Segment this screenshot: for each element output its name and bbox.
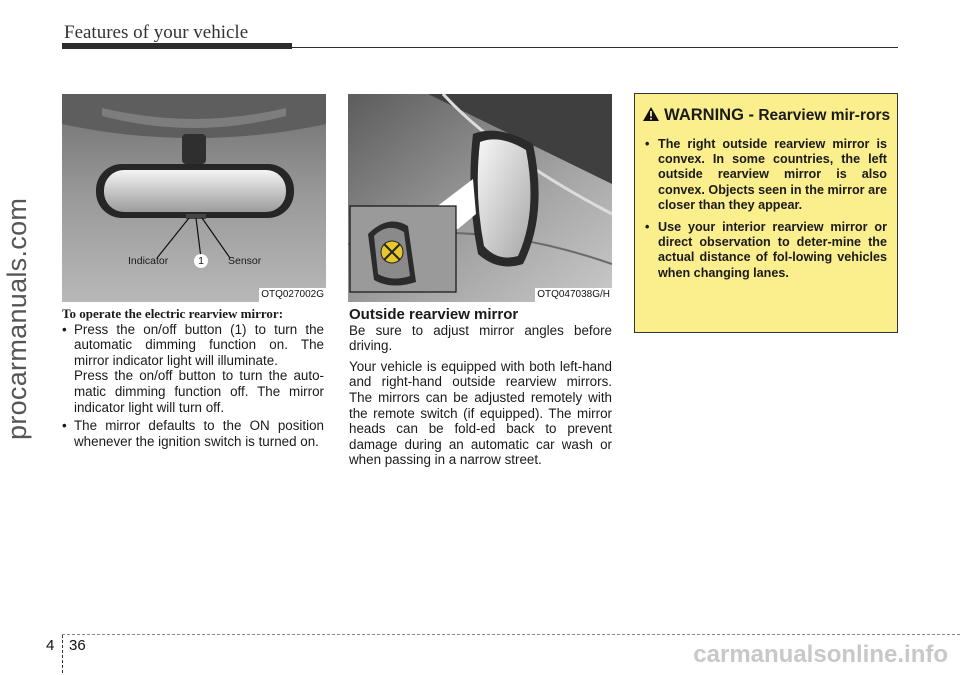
outside-mirror-illustration — [348, 94, 612, 302]
warning-icon — [642, 106, 660, 122]
figure-code: OTQ027002G — [261, 289, 324, 300]
header-title: Features of your vehicle — [64, 22, 249, 43]
footer-rule — [62, 634, 960, 635]
warning-item: • Use your interior rearview mirror or direct observation to deter-mine the actual distance of fol-lowing vehicles when changing lanes. — [645, 220, 887, 282]
figure-code: OTQ047038G/H — [537, 289, 610, 300]
warning-item: • The right outside rearview mirror is convex. In some countries, the left outside rearview mirror is also convex. Objects seen in the mirror are closer than they appear. — [645, 137, 887, 214]
warning-box — [634, 93, 898, 333]
header-rule — [292, 47, 898, 48]
list-item-continuation: Press the on/off button to turn the auto-matic dimming function off. The mirror indicator light will turn off. — [74, 368, 324, 415]
list-item: • The mirror defaults to the ON position whenever the ignition switch is turned on. — [62, 418, 324, 449]
callout-number: 1 — [194, 254, 208, 268]
section-heading: Outside rearview mirror — [349, 306, 519, 323]
rearview-mirror-illustration — [62, 94, 326, 302]
page-number: 36 — [69, 637, 86, 654]
indicator-label: Indicator — [128, 255, 169, 267]
rearview-mirror-figure — [62, 94, 326, 302]
sensor-label: Sensor — [228, 255, 262, 267]
section-number: 4 — [46, 637, 55, 654]
paragraph: Your vehicle is equipped with both left-hand and right-hand outside rearview mirrors. The mirrors can be adjusted remotely with the remote switch (if equipped). The mirror heads can be fold-ed back to prevent damage during an automatic car wash or when passing in a narrow street. — [349, 358, 612, 468]
middle-column — [349, 307, 612, 468]
header-bar — [62, 43, 292, 49]
list-item: • Press the on/off button (1) to turn the automatic dimming function on. The mirror indicator light will illuminate. — [62, 322, 324, 369]
side-watermark: procarmanuals.com — [2, 197, 32, 440]
paragraph: Be sure to adjust mirror angles before driving. — [349, 322, 612, 354]
procedure-heading: To operate the electric rearview mirror: — [62, 306, 284, 321]
footer-divider — [62, 635, 63, 673]
warning-subject: Rearview mir-rors — [758, 107, 891, 124]
warning-list — [645, 137, 887, 282]
warning-title — [635, 106, 897, 124]
outside-mirror-figure — [348, 94, 612, 302]
bottom-watermark: carmanualsonline.info — [693, 641, 948, 668]
left-column — [62, 306, 324, 449]
warning-label: WARNING - — [664, 106, 754, 124]
